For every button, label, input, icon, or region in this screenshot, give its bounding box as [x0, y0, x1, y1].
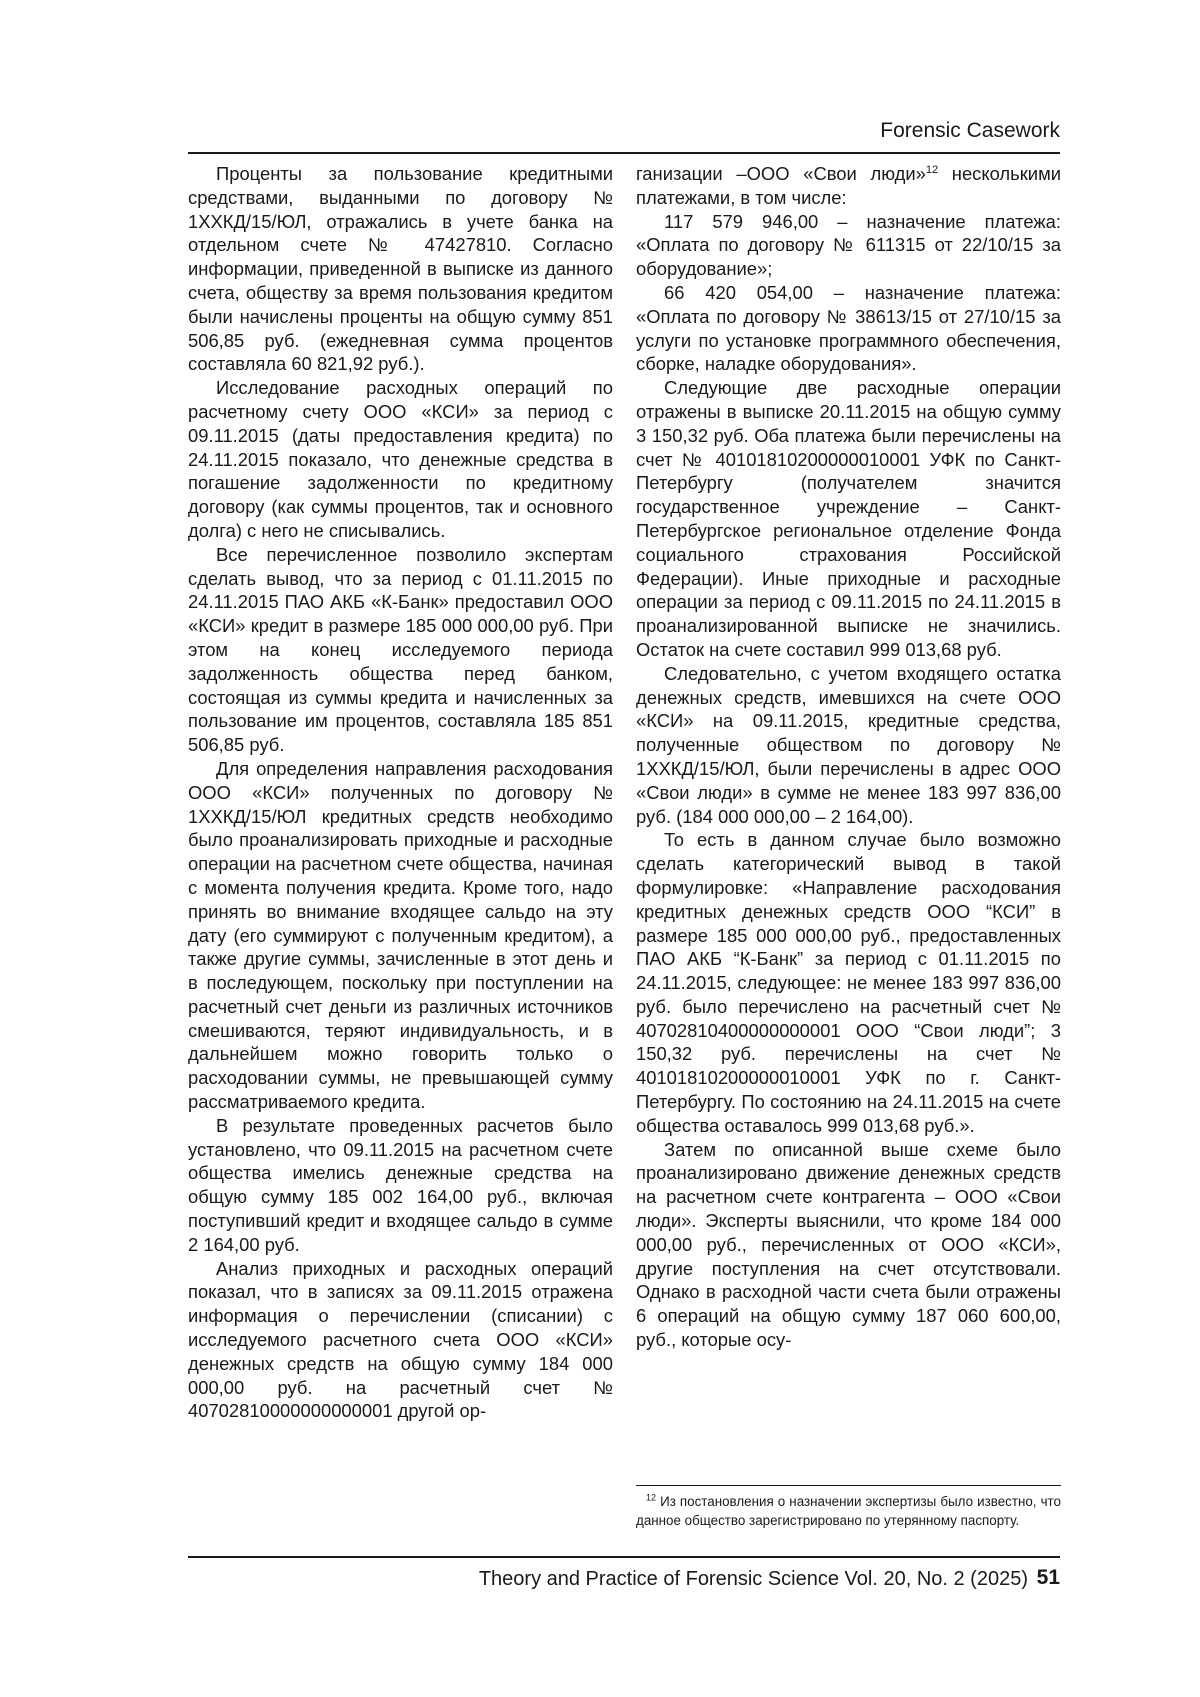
- footnote-text: Из постановления о назначении экспертизы было известно, что данное общество зарегистрировано по утерянному паспорту.: [636, 1494, 1061, 1528]
- paragraph: Проценты за пользование кредитными средствами, выданными по договору № 1ХХКД/15/ЮЛ, отражались в учете банка на отдельном счете № 47427810. Согласно информации, приведенной в выписке из данного счета, обществу за время пользования кредитом были начислены проценты на общую сумму 851 506,85 руб. (ежедневная сумма процентов составляла 60 821,92 руб.).: [188, 163, 613, 375]
- footnote-number: 12: [646, 1492, 657, 1503]
- footnote: [636, 1492, 1061, 1530]
- paragraph: Затем по описанной выше схеме было проанализировано движение денежных средств на расчетном счете контрагента – ООО «Свои люди». Эксперты выяснили, что кроме 184 000 000,00 руб., перечисленных от ООО «КСИ», другие поступления на счет отсутствовали. Однако в расходной части счета были отражены 6 операций на общую сумму 187 060 600,00, руб., которые осу-: [636, 1138, 1061, 1351]
- running-head: Forensic Casework: [880, 119, 1060, 142]
- paragraph: Анализ приходных и расходных операций показал, что в записях за 09.11.2015 отражена информация о перечислении (списании) с исследуемого расчетного счета ООО «КСИ» денежных средств на общую сумму 184 000 000,00 руб. на расчетный счет № 40702810000000000001 другой ор-: [188, 1257, 613, 1422]
- left-column: [188, 162, 613, 1423]
- paragraph: 117 579 946,00 – назначение платежа: «Оплата по договору № 611315 от 22/10/15 за оборудование»;: [636, 210, 1061, 280]
- paragraph: Для определения направления расходования ООО «КСИ» полученных по договору № 1ХХКД/15/ЮЛ кредитных средств необходимо было проанализировать приходные и расходные операции на расчетном счете общества, начиная с момента получения кредита. Кроме того, надо принять во внимание входящее сальдо на эту дату (его суммируют с полученным кредитом), а также другие суммы, зачисленные в этот день и в последующем, поскольку при поступлении на расчетный счет деньги из различных источников смешиваются, теряют индивидуальность, и в дальнейшем можно говорить только о расходовании суммы, не превышающей сумму рассматриваемого кредита.: [188, 757, 613, 1113]
- footnote-marker: 12: [925, 163, 939, 176]
- paragraph: Исследование расходных операций по расчетному счету ООО «КСИ» за период с 09.11.2015 (даты предоставления кредита) по 24.11.2015 показало, что денежные средства в погашение задолженности по кредитному договору (как суммы процентов, так и основного долга) с него не списывались.: [188, 377, 613, 541]
- journal-citation: Theory and Practice of Forensic Science Vol. 20, No. 2 (2025): [478, 1568, 1028, 1590]
- header-rule: [188, 152, 1060, 154]
- right-column: [636, 162, 1061, 1352]
- paragraph: То есть в данном случае было возможно сделать категорический вывод в такой формулировке: «Направление расходования кредитных денежных средств ООО “КСИ” в размере 185 000 000,00 руб., предоставленных ПАО АКБ “К-Банк” за период с 01.11.2015 по 24.11.2015, следующее: не менее 183 997 836,00 руб. было перечислено на расчетный счет № 40702810400000000001 ООО “Свои люди”; 3 150,32 руб. перечислены на счет № 40101810200000010001 УФК по г. Санкт-Петербургу. По состоянию на 24.11.2015 на счете общества оставалось 999 013,68 руб.».: [636, 829, 1061, 1136]
- paragraph-continued: [636, 162, 1061, 210]
- paragraph: Следующие две расходные операции отражены в выписке 20.11.2015 на общую сумму 3 150,32 руб. Оба платежа были перечислены на счет № 40101810200000010001 УФК по Санкт-Петербургу (получателем значится государственное учреждение – Санкт-Петербургское региональное отделение Фонда социального страхования Российской Федерации). Иные приходные и расходные операции за период с 09.11.2015 по 24.11.2015 в проанализированной выписке не значились. Остаток на счете составил 999 013,68 руб.: [636, 377, 1061, 660]
- paragraph: 66 420 054,00 – назначение платежа: «Оплата по договору № 38613/15 от 27/10/15 за услуги по установке программного обеспечения, сборке, наладке оборудования».: [636, 281, 1061, 375]
- footnote-rule: [636, 1485, 1061, 1486]
- page-number: 51: [1036, 1566, 1060, 1589]
- continued-text: ганизации –ООО «Свои люди»: [636, 163, 926, 184]
- footer-rule: [188, 1556, 1060, 1558]
- paragraph: Следовательно, с учетом входящего остатка денежных средств, имевшихся на счете ООО «КСИ» на 09.11.2015, кредитные средства, полученные обществом по договору № 1ХХКД/15/ЮЛ, были перечислены в адрес ООО «Свои люди» в сумме не менее 183 997 836,00 руб. (184 000 000,00 – 2 164,00).: [636, 662, 1061, 827]
- continued-text-end: несколькими платежами, в том числе:: [636, 163, 1061, 208]
- paragraph: Все перечисленное позволило экспертам сделать вывод, что за период с 01.11.2015 по 24.11.2015 ПАО АКБ «К-Банк» предоставил ООО «КСИ» кредит в размере 185 000 000,00 руб. При этом на конец исследуемого периода задолженность общества перед банком, состоящая из суммы кредита и начисленных за пользование им процентов, составляла 185 851 506,85 руб.: [188, 543, 613, 756]
- paragraph: В результате проведенных расчетов было установлено, что 09.11.2015 на расчетном счете общества имелись денежные средства на общую сумму 185 002 164,00 руб., включая поступивший кредит и входящее сальдо в сумме 2 164,00 руб.: [188, 1114, 613, 1255]
